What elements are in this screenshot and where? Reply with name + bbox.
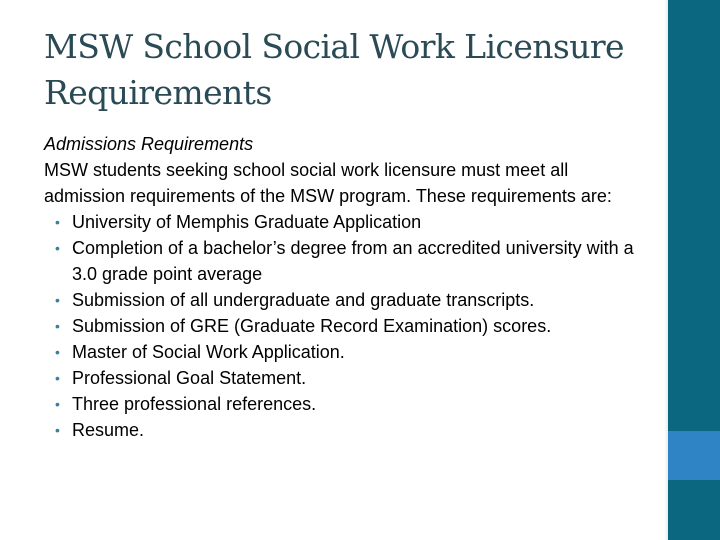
list-item-text: Submission of GRE (Graduate Record Examination) scores.	[72, 316, 552, 336]
list-item	[44, 313, 654, 339]
list-item-text: Resume.	[72, 420, 145, 440]
bullet-icon: •	[55, 422, 60, 438]
list-item-text: Three professional references.	[72, 394, 317, 414]
bullet-icon: •	[55, 344, 60, 360]
sidebar-top-block	[668, 0, 720, 431]
bullet-icon: •	[55, 370, 60, 386]
list-item	[44, 209, 654, 235]
list-item-text: Completion of a bachelor’s degree from an accredited university with a 3.0 grade point average	[72, 238, 634, 284]
list-item	[44, 391, 654, 417]
list-item	[44, 235, 654, 287]
decorative-sidebar	[668, 0, 720, 540]
list-item	[44, 287, 654, 313]
bullet-icon: •	[55, 292, 60, 308]
requirements-list	[44, 209, 654, 443]
bullet-icon: •	[55, 396, 60, 412]
sidebar-bottom-block	[668, 480, 720, 540]
section-subheading: Admissions Requirements	[44, 134, 254, 154]
list-item	[44, 417, 654, 443]
list-item	[44, 339, 654, 365]
intro-paragraph: MSW students seeking school social work licensure must meet all admission requirements of the MSW program. These requirements are:	[44, 160, 612, 206]
bullet-icon: •	[55, 214, 60, 230]
list-item-text: Master of Social Work Application.	[72, 342, 345, 362]
bullet-icon: •	[55, 318, 60, 334]
bullet-icon: •	[55, 240, 60, 256]
slide-title: MSW School Social Work Licensure Requirements	[44, 27, 624, 112]
slide-body	[44, 131, 654, 443]
list-item-text: Professional Goal Statement.	[72, 368, 307, 388]
list-item-text: Submission of all undergraduate and graduate transcripts.	[72, 290, 535, 310]
sidebar-accent-block	[668, 431, 720, 480]
list-item	[44, 365, 654, 391]
list-item-text: University of Memphis Graduate Application	[72, 212, 422, 232]
